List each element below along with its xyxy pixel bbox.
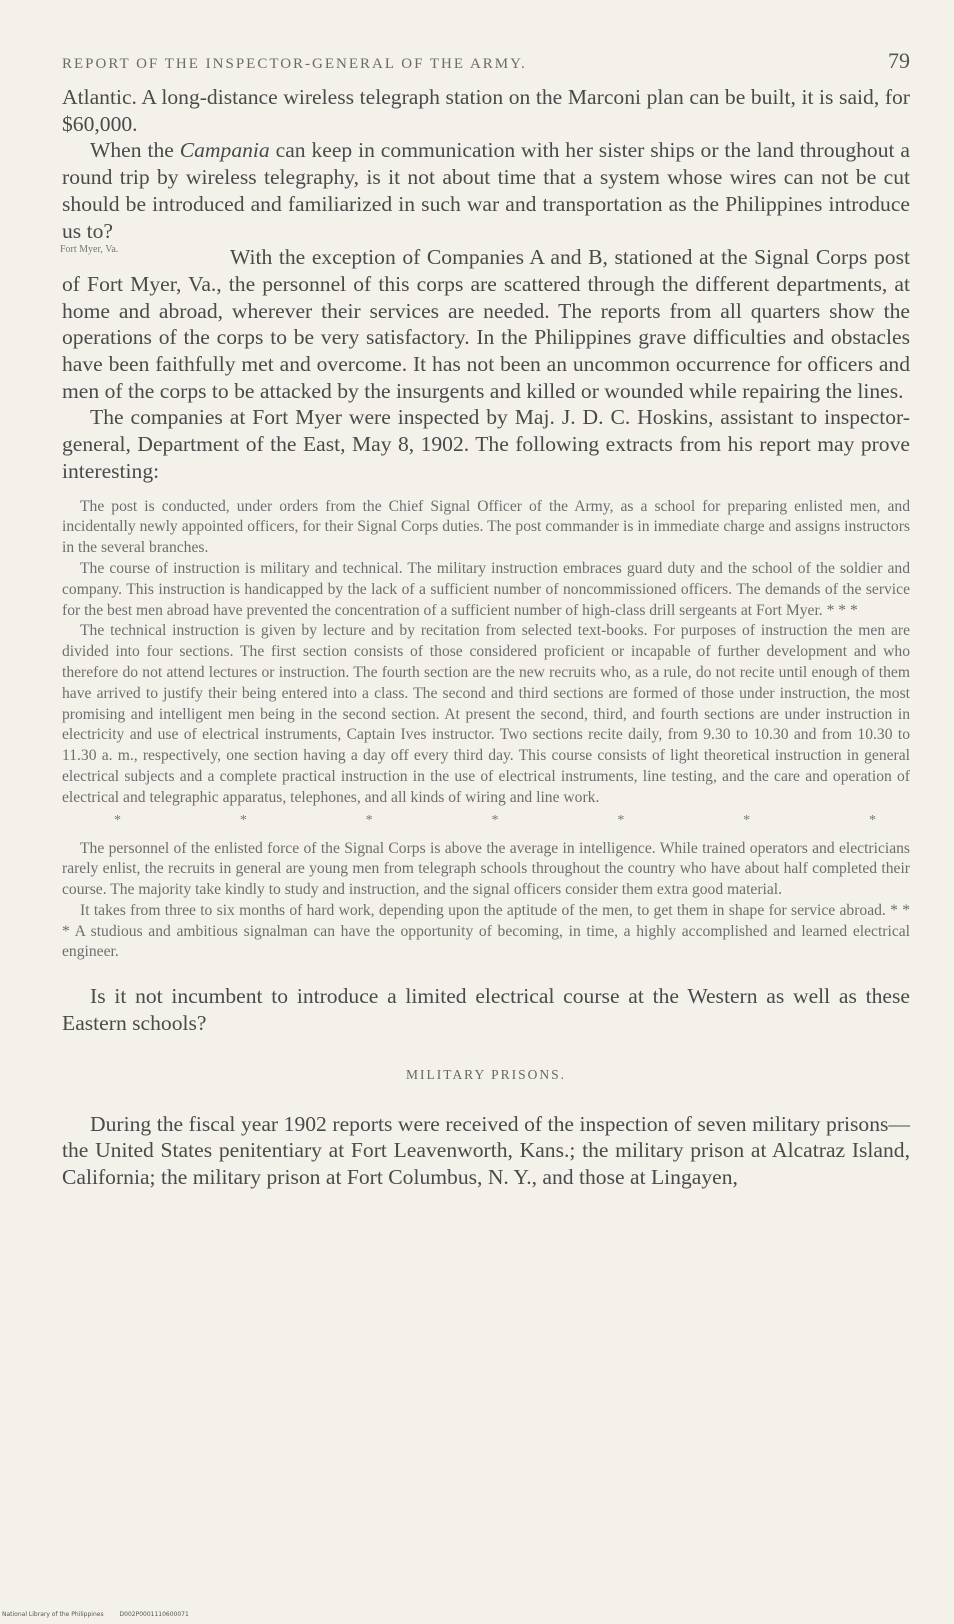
star: *: [868, 812, 876, 828]
report-extract: [62, 497, 910, 964]
star: *: [743, 812, 751, 828]
paragraph-2-end: can keep in communication with her sister ships or the land throughout a round trip by wireless telegraphy, is it not about time that a system whose wires can not be cut should be introduced and familiarized in such war and transportation as the Philippines introduce us to?: [62, 138, 910, 243]
paragraph-5: Is it not incumbent to introduce a limited electrical course at the Western as well as these Eastern schools?: [62, 984, 910, 1035]
extract-paragraph-5: It takes from three to six months of hard work, depending upon the aptitude of the men, to get them in shape for service abroad. * * * A studious and ambitious signalman can have the opportunity of becoming, in time, a highly accomplished and learned electrical engineer.: [62, 901, 910, 961]
running-head: [62, 48, 910, 74]
document-page: [62, 48, 910, 1191]
extract-paragraph-1: The post is conducted, under orders from the Chief Signal Officer of the Army, as a school for preparing enlisted men, and incidentally newly appointed officers, for their Signal Corps duties. The post commander is in immediate charge and assigns instructors in the several branches.: [62, 497, 910, 557]
margin-note: Fort Myer, Va.: [60, 244, 119, 256]
page-number: 79: [888, 48, 910, 73]
paragraph-3-block: [62, 244, 910, 404]
running-title: REPORT OF THE INSPECTOR-GENERAL OF THE ARMY.: [62, 56, 527, 72]
star: *: [491, 812, 499, 828]
paragraph-1: Atlantic. A long-distance wireless telegraph station on the Marconi plan can be built, it is said, for $60,000.: [62, 85, 910, 136]
paragraph-2: [62, 137, 910, 244]
extract-paragraph-2: The course of instruction is military and technical. The military instruction embraces guard duty and the school of the soldier and company. This instruction is handicapped by the lack of a sufficient number of noncommissioned officers. The demands of the service for the best men abroad have prevented the concentration of a sufficient number of high-class drill sergeants at Fort Myer. * * *: [62, 559, 910, 619]
scan-footer: [2, 1611, 189, 1618]
star: *: [239, 812, 247, 828]
footer-source: National Library of the Philippines: [2, 1611, 104, 1618]
extract-paragraph-4: The personnel of the enlisted force of the Signal Corps is above the average in intelligence. While trained operators and electricians rarely enlist, the recruits in general are young men from telegraph schools throughout the country who have about half completed their course. The majority take kindly to study and instruction, and the signal officers consider them extra good material.: [62, 839, 910, 899]
star: *: [114, 812, 121, 828]
ellipsis-stars: [62, 813, 910, 829]
paragraph-3: With the exception of Companies A and B, stationed at the Signal Corps post of Fort Myer, Va., the personnel of this corps are scattered through the different departments, at home and abroad, wherever their services are needed. The reports from all quarters show the operations of the corps to be very satisfactory. In the Philippines grave difficulties and obstacles have been faithfully met and overcome. It has not been an uncommon occurrence for officers and men of the corps to be attacked by the insurgents and killed or wounded while repairing the lines.: [62, 245, 910, 403]
extract-paragraph-3: The technical instruction is given by lecture and by recitation from selected text-books. For purposes of instruction the men are divided into four sections. The first section consists of those considered proficient or incapable of further development and who therefore do not attend lectures or instruction. The fourth section are the new recruits who, as a rule, do not recite until enough of them have arrived to justify their being entered into a class. The second and third sections are formed of those under instruction, the most promising and intelligent men being in the second section. At present the second, third, and fourth sections are under instruction in electricity and use of electrical instruments, Captain Ives instructor. Two sections recite daily, from 9.30 to 10.30 and from 10.30 to 11.30 a. m., respectively, one section having a day off every third day. This course consists of light theoretical instruction in general electrical subjects and a complete practical instruction in the use of electrical instruments, line testing, and the care and operation of electrical and telegraphic apparatus, telephones, and all kinds of wiring and line work.: [62, 622, 910, 806]
footer-id: D002P0001110600071: [119, 1611, 189, 1618]
star: *: [365, 812, 373, 828]
paragraph-4: The companies at Fort Myer were inspected by Maj. J. D. C. Hoskins, assistant to inspector-general, Department of the East, May 8, 1902. The following extracts from his report may prove interesting:: [62, 405, 910, 483]
ship-name: Campania: [179, 138, 270, 163]
section-heading: MILITARY PRISONS.: [406, 1066, 566, 1082]
star: *: [617, 812, 625, 828]
paragraph-2-start: When the: [90, 138, 180, 163]
paragraph-6: During the fiscal year 1902 reports were received of the inspection of seven military prisons—the United States penitentiary at Fort Leavenworth, Kans.; the military prison at Alcatraz Island, California; the military prison at Fort Columbus, N. Y., and those at Lingayen,: [62, 1111, 910, 1190]
